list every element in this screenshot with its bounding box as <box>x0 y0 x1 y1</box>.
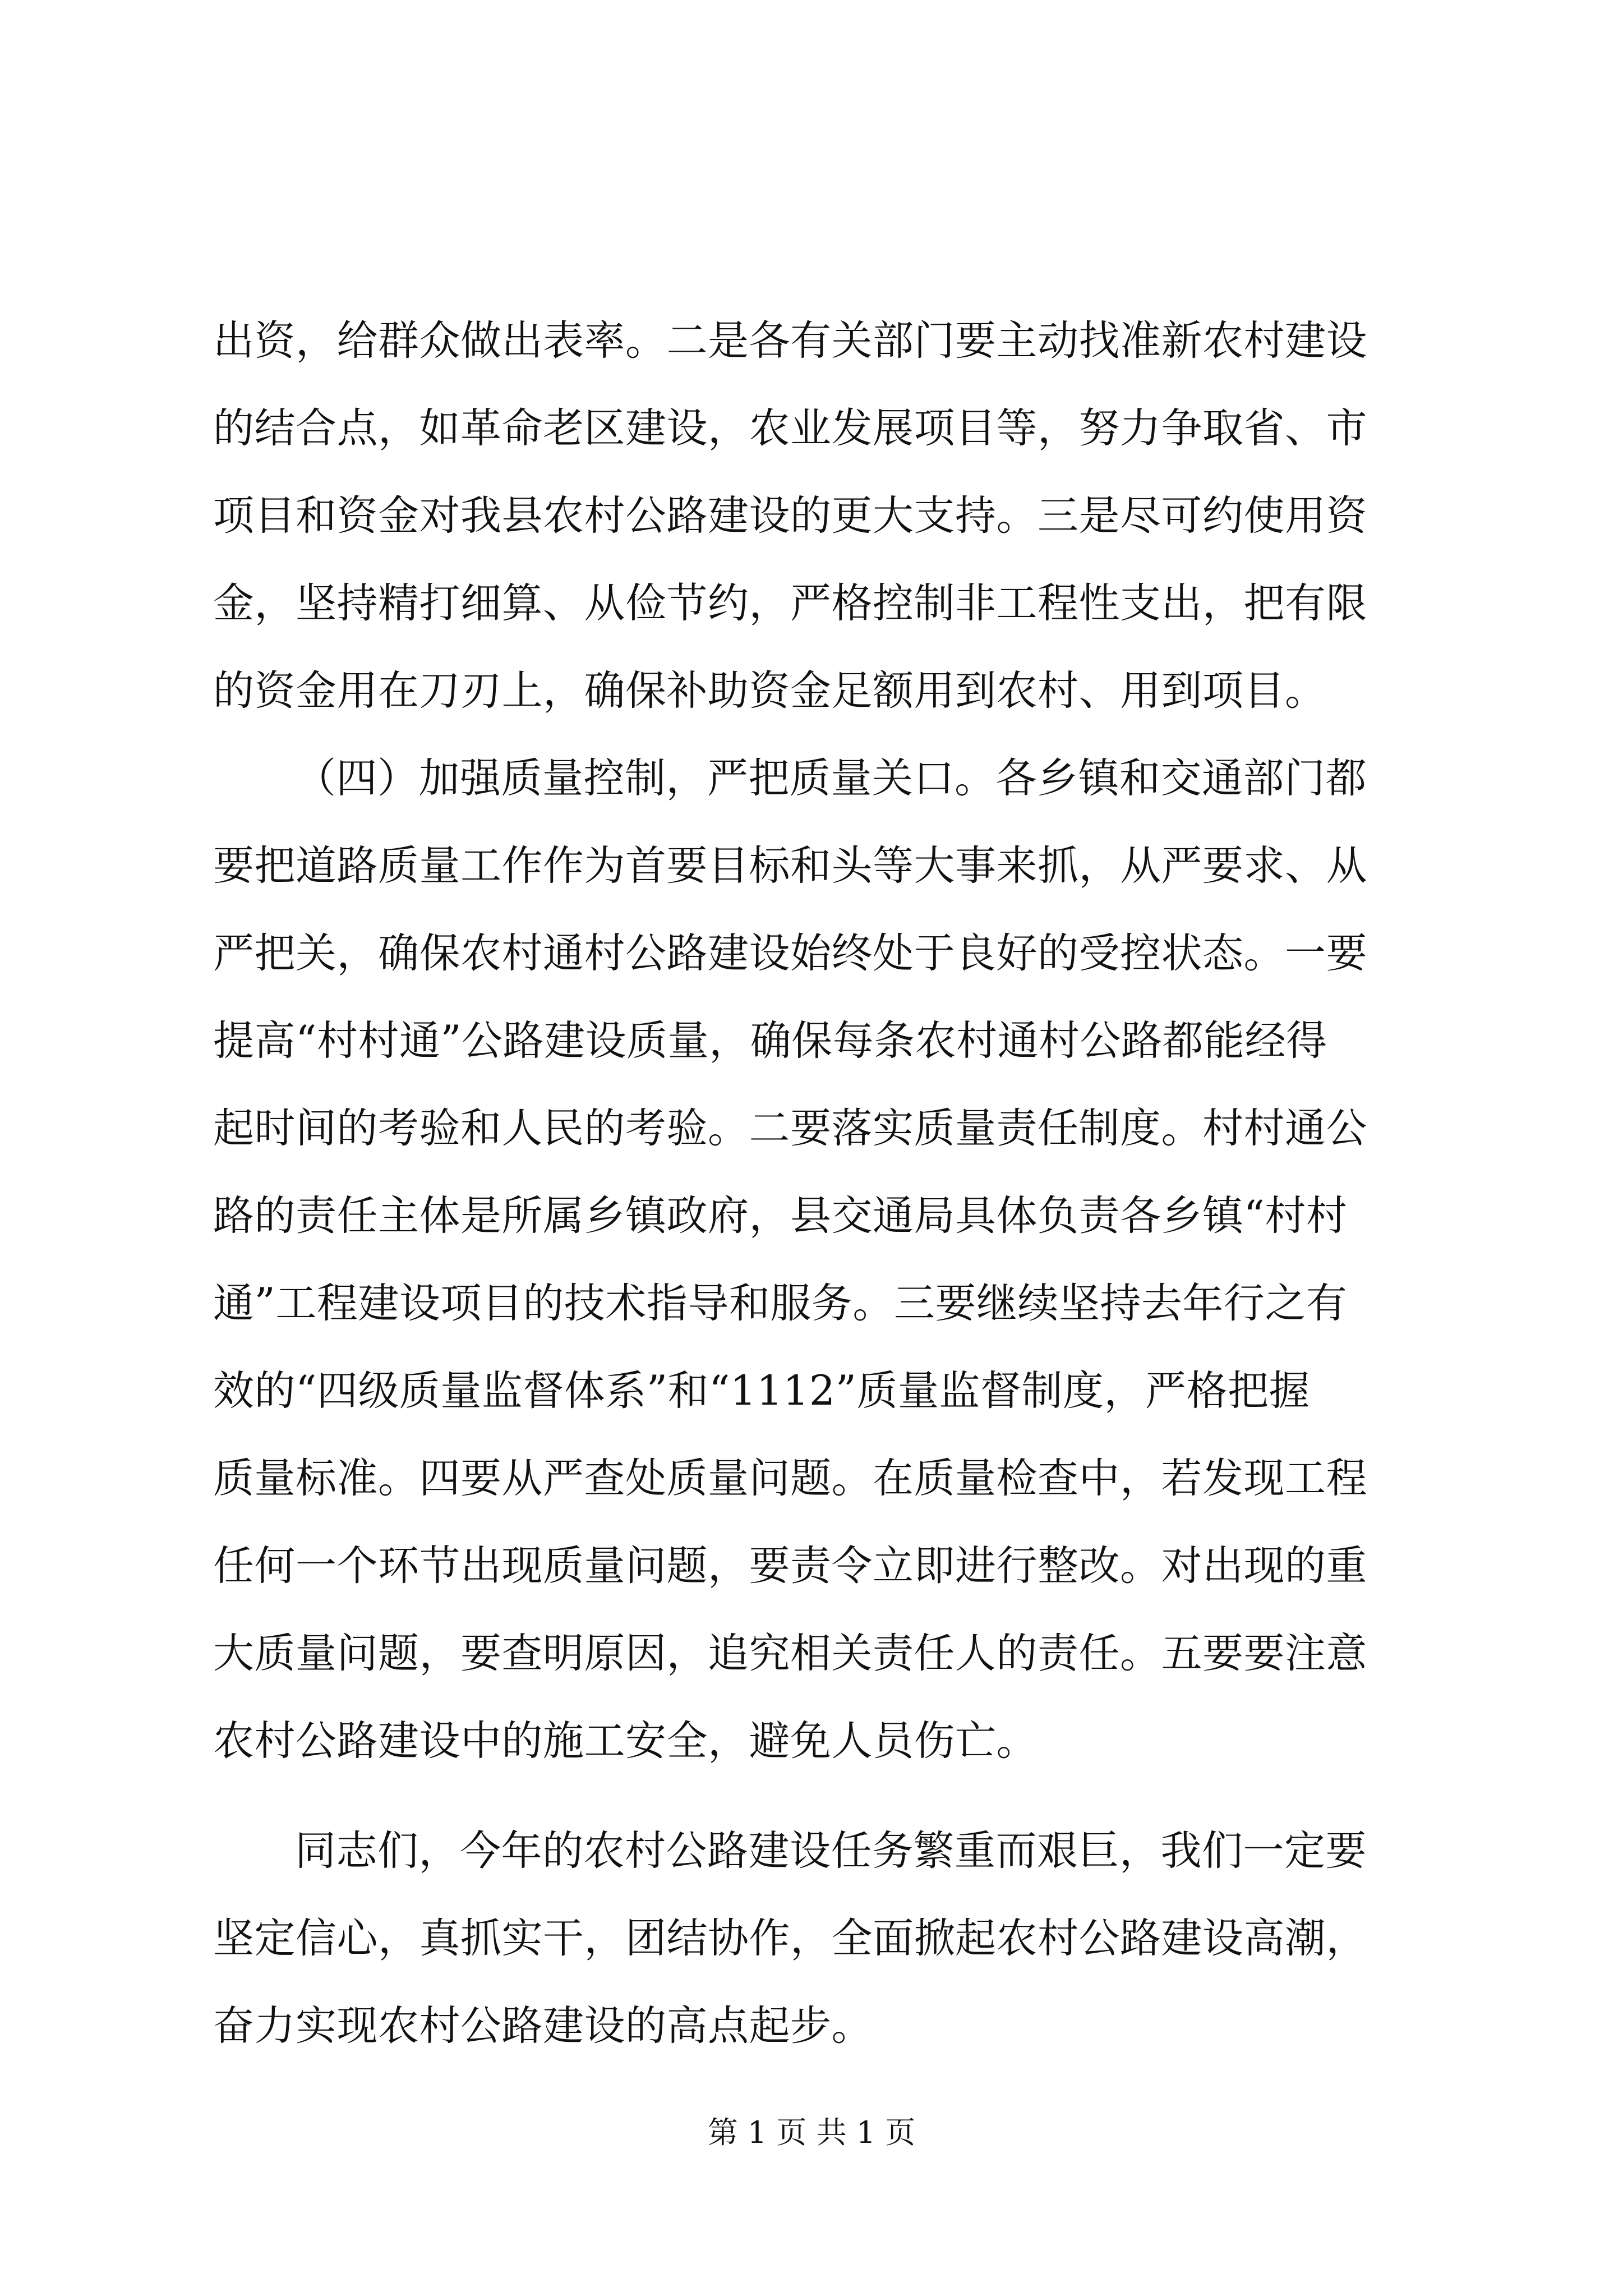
text-line: 坚定信心，真抓实干，团结协作，全面掀起农村公路建设高潮， <box>213 1915 1367 1962</box>
text-line: 提高“村村通”公路建设质量，确保每条农村通村公路都能经得 <box>213 1017 1327 1065</box>
text-line: 项目和资金对我县农村公路建设的更大支持。三是尽可约使用资 <box>213 492 1367 540</box>
text-line: 大质量问题，要查明原因，追究相关责任人的责任。五要要注意 <box>213 1630 1367 1677</box>
document-body <box>213 297 1419 2070</box>
text-line: 农村公路建设中的施工安全，避免人员伤亡。 <box>213 1717 1038 1765</box>
text-line: 奋力实现农村公路建设的高点起步。 <box>213 2002 873 2050</box>
text-line: 起时间的考验和人民的考验。二要落实质量责任制度。村村通公 <box>213 1105 1367 1152</box>
page-number-footer: 第 1 页 共 1 页 <box>707 2115 916 2150</box>
text-line: 质量标准。四要从严查处质量问题。在质量检查中，若发现工程 <box>213 1455 1367 1502</box>
text-line: （四）加强质量控制，严把质量关口。各乡镇和交通部门都 <box>295 754 1367 802</box>
text-line: 出资，给群众做出表率。二是各有关部门要主动找准新农村建设 <box>213 317 1367 365</box>
text-line: 要把道路质量工作作为首要目标和头等大事来抓，从严要求、从 <box>213 842 1367 890</box>
text-line: 金，坚持精打细算、从俭节约，严格控制非工程性支出，把有限 <box>213 579 1367 627</box>
text-line: 效的“四级质量监督体系”和“1112”质量监督制度，严格把握 <box>213 1367 1311 1415</box>
text-line: 的资金用在刀刃上，确保补助资金足额用到农村、用到项目。 <box>213 667 1326 715</box>
text-line: 任何一个环节出现质量问题，要责令立即进行整改。对出现的重 <box>213 1542 1367 1590</box>
text-line: 通”工程建设项目的技术指导和服务。三要继续坚持去年行之有 <box>213 1280 1348 1327</box>
text-line: 严把关，确保农村通村公路建设始终处于良好的受控状态。一要 <box>213 930 1367 977</box>
text-line: 的结合点，如革命老区建设，农业发展项目等，努力争取省、市 <box>213 404 1367 452</box>
text-line: 同志们，今年的农村公路建设任务繁重而艰巨，我们一定要 <box>295 1827 1367 1875</box>
text-line: 路的责任主体是所属乡镇政府，县交通局具体负责各乡镇“村村 <box>213 1192 1348 1240</box>
